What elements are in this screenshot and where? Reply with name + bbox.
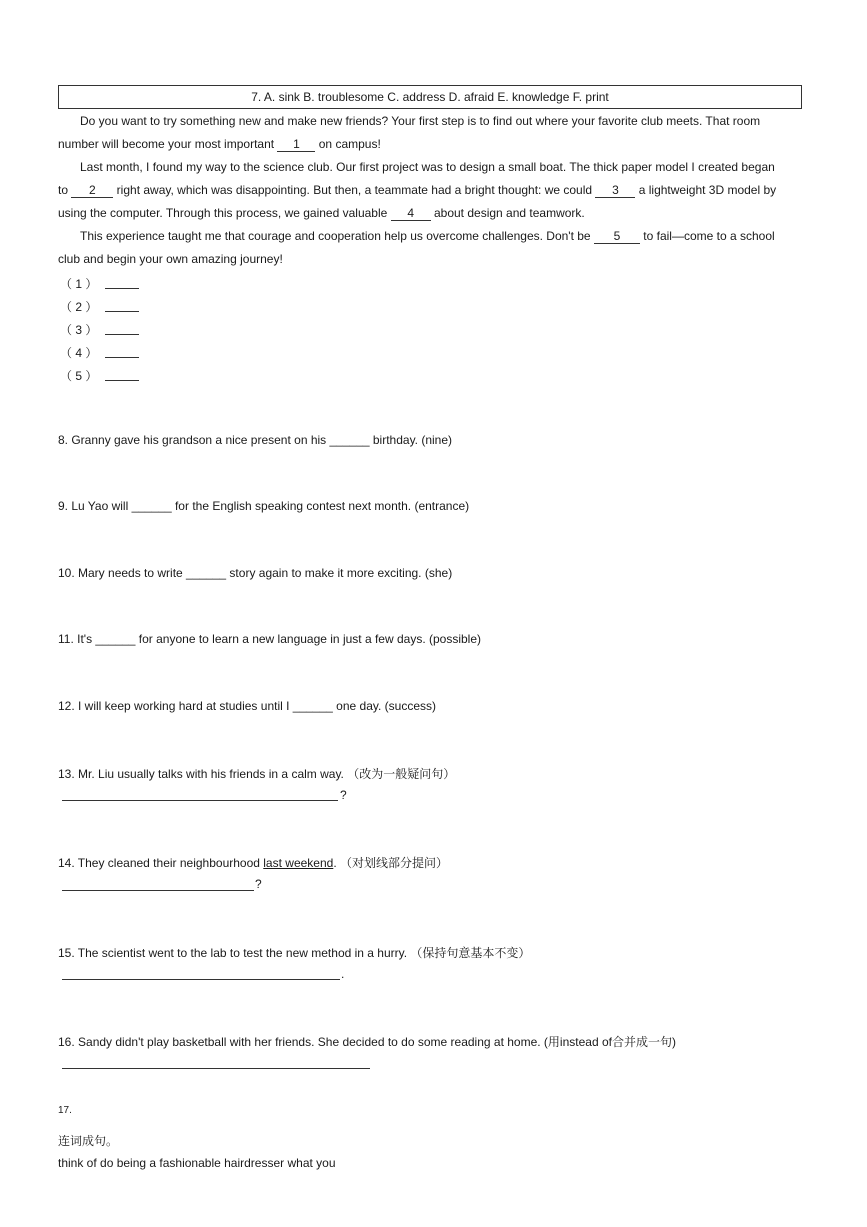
passage-line: club and begin your own amazing journey!	[58, 252, 283, 266]
question-8: 8. Granny gave his grandson a nice present on his ______ birthday. (nine)	[58, 433, 453, 447]
end-punctuation: ?	[255, 877, 262, 891]
question-14	[58, 854, 448, 871]
answer-line-15[interactable]	[62, 979, 340, 980]
answer-blank[interactable]	[105, 288, 139, 289]
question-10: 10. Mary needs to write ______ story again to make it more exciting. (she)	[58, 566, 453, 580]
blank-4: 4	[391, 206, 431, 221]
passage-line: Do you want to try something new and make new friends? Your first step is to find out where your favorite club meets. That room	[80, 114, 761, 128]
answer-label: （ 4 ）	[60, 346, 98, 360]
answer-blank[interactable]	[105, 357, 139, 358]
question-12: 12. I will keep working hard at studies until I ______ one day. (success)	[58, 699, 436, 713]
word-bank-box: 7. A. sink B. troublesome C. address D. afraid E. knowledge F. print	[58, 85, 802, 109]
passage-text: on campus!	[315, 137, 381, 151]
blank-5: 5	[594, 229, 640, 244]
passage-text: a lightweight 3D model by	[635, 183, 777, 197]
passage-text: to fail—come to a school	[639, 229, 775, 243]
passage-paragraph-1	[58, 110, 810, 156]
answer-blank[interactable]	[105, 311, 139, 312]
question-text: 14. They cleaned their neighbourhood	[58, 856, 264, 870]
passage-text: to	[58, 183, 72, 197]
answer-label: （ 2 ）	[60, 300, 98, 314]
answer-label: （ 5 ）	[60, 369, 98, 383]
answer-blank[interactable]	[105, 334, 139, 335]
answer-label: （ 1 ）	[60, 277, 98, 291]
question-17-instruction: 连词成句。	[58, 1134, 119, 1148]
blank-3: 3	[595, 183, 635, 198]
passage-line	[58, 202, 810, 225]
question-9: 9. Lu Yao will ______ for the English speaking contest next month. (entrance)	[58, 499, 470, 513]
passage-line	[58, 133, 810, 156]
passage-text: number will become your most important	[58, 137, 278, 151]
answer-label: （ 3 ）	[60, 323, 98, 337]
end-punctuation: .	[341, 967, 345, 981]
question-17-words: think of do being a fashionable hairdresser what you	[58, 1156, 336, 1170]
question-11: 11. It's ______ for anyone to learn a new language in just a few days. (possible)	[58, 632, 481, 646]
passage-text: This experience taught me that courage and cooperation help us overcome challenges. Don't be	[80, 229, 594, 243]
underlined-phrase: last weekend	[263, 856, 334, 870]
blank-2: 2	[71, 183, 113, 198]
passage-line: Last month, I found my way to the science club. Our first project was to design a small boat. The thick paper model I created began	[80, 160, 775, 174]
end-punctuation: ?	[340, 788, 347, 802]
question-text: . （对划线部分提问）	[333, 856, 448, 870]
answer-blank[interactable]	[105, 380, 139, 381]
answer-row-2[interactable]	[60, 298, 139, 315]
question-17-number: 17.	[58, 1105, 72, 1116]
passage-text: about design and teamwork.	[430, 206, 585, 220]
passage-line	[58, 179, 810, 202]
answer-row-4[interactable]	[60, 344, 139, 361]
passage-paragraph-2	[58, 156, 810, 225]
passage-text: using the computer. Through this process, we gained valuable	[58, 206, 391, 220]
answer-row-5[interactable]	[60, 367, 139, 384]
answer-row-3[interactable]	[60, 321, 139, 338]
answer-row-1[interactable]	[60, 275, 139, 292]
answer-line-13[interactable]	[62, 800, 338, 801]
question-16: 16. Sandy didn't play basketball with her friends. She decided to do some reading at home. (用instead of合并成一句)	[58, 1035, 676, 1049]
answer-line-14[interactable]	[62, 890, 254, 891]
passage-text: right away, which was disappointing. But then, a teammate had a bright thought: we could	[113, 183, 596, 197]
answer-line-16[interactable]	[62, 1068, 370, 1069]
passage-paragraph-3	[58, 225, 810, 271]
blank-1: 1	[277, 137, 315, 152]
question-15: 15. The scientist went to the lab to test the new method in a hurry. （保持句意基本不变）	[58, 946, 531, 960]
question-13: 13. Mr. Liu usually talks with his friends in a calm way. （改为一般疑问句）	[58, 767, 456, 781]
passage-line	[58, 225, 810, 248]
